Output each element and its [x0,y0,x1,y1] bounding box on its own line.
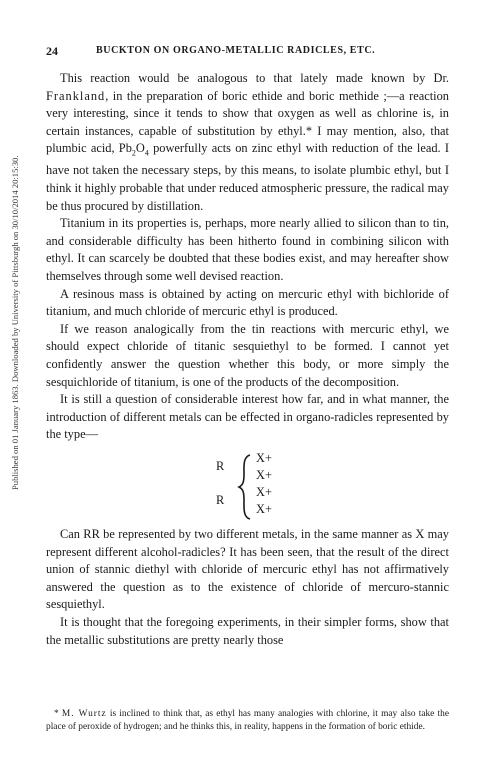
paragraph: A resinous mass is obtained by acting on mercuric ethyl with bichloride of titanium, and much chloride of mercuric ethyl is produced. [46,286,449,319]
paragraph: Titanium in its properties is, perhaps, more nearly allied to silicon than to tin, and considerable difficulty has been hitherto found in combining silicon with ethyl. It can scarcely be doubted that these bodies exist, and may hereafter show themselves through some well devised reaction. [46,216,449,283]
footnote-marker: * [54,709,59,719]
curly-brace [237,454,253,520]
paragraph: This reaction would be analogous to that lately made known by Dr. Frankland, in the preparation of boric ethide and boric methide ;—a reaction very interesting, since it tends to show that oxygen as well as chlorine is, in certain instances, capable of substitution by ethyl.* I may mention, also, that plumbic acid, $Pb_2O_4$ powerfully acts on zinc ethyl with reduction of the lead. I have not taken the necessary steps, by this means, to isolate plumbic ethyl, but I think it highly probable that under reduced atmospheric pressure, the radical may be thus procured by distillation. [46,71,449,213]
author-name: Frankland [46,88,106,103]
footnote-author: M. Wurtz [61,709,107,719]
paragraph: It is thought that the foregoing experiments, in their simpler forms, show that the metallic substitutions are pretty nearly those [46,614,449,647]
type-formula [46,450,449,522]
running-head: BUCKTON ON ORGANO-METALLIC RADICLES, ETC. [96,45,376,56]
x-term: X+ [256,501,272,516]
formula-x-terms [256,450,272,518]
body-text [46,70,449,649]
x-term: X+ [256,484,272,499]
paragraph: Can RR be represented by two different metals, in the same manner as X may represent different alcohol-radicles? It has been seen, that the result of the direct union of stannic diethyl with chloride of mercuric ethyl has not affirmatively answered the question as to the existence of chloride of mercuro-stannic sesquiethyl. [46,526,449,612]
paragraph: If we reason analogically from the tin reactions with mercuric ethyl, we should expect chloride of titanic sesquiethyl to be formed. I cannot yet confidently answer the question whether this body, or more simply the sesquichloride of titanium, is one of the products of the decomposition. [46,321,449,389]
page-number: 24 [46,44,58,58]
formula-r-top: R [216,458,225,473]
formula-r-bottom: R [216,492,225,507]
footnote: * M. Wurtz is inclined to think that, as ethyl has many analogies with chlorine, it may also take the place of peroxide of hydrogen; and he thinks this, in reality, happens in the formation of boric ethide. [46,709,450,732]
download-watermark: Published on 01 January 1863. Downloaded by University of Pittsburgh on 30/10/2014 20:15:30. [10,155,20,490]
x-term: X+ [256,450,272,465]
paragraph: It is still a question of considerable interest how far, and in what manner, the introduction of different metals can be effected in organo-radicles represented by the type— [46,392,449,442]
x-term: X+ [256,467,272,482]
page-header [46,44,446,58]
